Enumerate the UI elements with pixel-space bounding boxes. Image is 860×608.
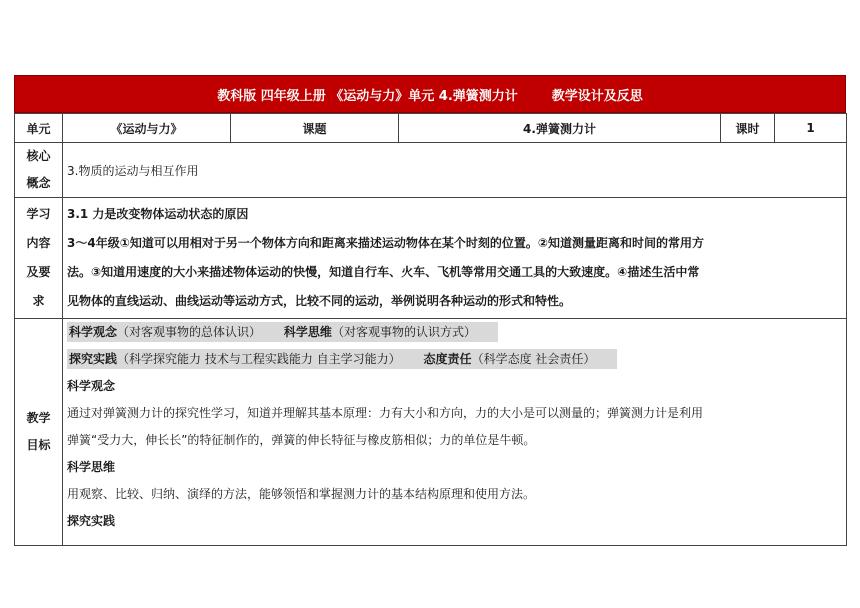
concept-line: 通过对弹簧测力计的探究性学习，知道并理解其基本原理：力有大小和方向，力的大小是可以测量的；弹簧测力计是利用 [67,406,704,420]
goals-content [63,319,847,546]
shaded-line-2 [67,346,842,373]
learning-label-line: 学习 [26,207,51,221]
shaded-block [67,349,617,369]
learning-heading: 3.1 力是改变物体运动状态的原因 [67,207,249,221]
doc-title: 教科版 四年级上册 《运动与力》单元 4.弹簧测力计 [217,88,518,104]
core-label-line: 核心 [26,149,51,163]
title-bar [14,75,846,113]
learning-label-line: 求 [32,294,45,308]
shaded-bold: 科学思维 [283,325,332,339]
topic-label: 课题 [231,114,399,143]
learning-content [63,198,847,319]
shaded-bold: 探究实践 [69,352,118,366]
topic-value: 4.弹簧测力计 [399,114,721,143]
thinking-line: 用观察、比较、归纳、演绎的方法，能够领悟和掌握测力计的基本结构原理和使用方法。 [67,487,536,501]
core-label-line: 概念 [26,176,51,190]
learning-line: 见物体的直线运动、曲线运动等运动方式，比较不同的运动，举例说明各种运动的形式和特性。 [67,294,572,308]
shaded-text: （科学态度 社会责任） [471,352,596,366]
goals-label [15,319,63,546]
hours-label: 课时 [721,114,775,143]
unit-label: 单元 [15,114,63,143]
shaded-text: （科学探究能力 技术与工程实践能力 自主学习能力） [117,352,401,366]
doc-title-suffix: 教学设计及反思 [551,88,643,104]
core-concept-label [15,143,63,198]
concept-heading: 科学观念 [67,379,116,393]
goals-label-line: 教学 [26,411,51,425]
shaded-text: （对客观事物的认识方式） [331,325,476,339]
learning-line: 3～4年级①知道可以用相对于另一个物体方向和距离来描述运动物体在某个时刻的位置。②知道测量距离和时间的常用方 [67,236,705,250]
thinking-heading: 科学思维 [67,460,116,474]
learning-label-line: 及要 [26,265,51,279]
goals-row [15,319,847,546]
learning-row [15,198,847,319]
goals-label-line: 目标 [26,438,51,452]
unit-row [15,114,847,143]
core-concept-row [15,143,847,198]
shaded-block [67,322,498,342]
hours-value: 1 [775,114,847,143]
shaded-text: （对客观事物的总体认识） [117,325,262,339]
document [14,75,846,546]
shaded-line-1 [67,319,842,346]
learning-label-line: 内容 [26,236,51,250]
practice-heading: 探究实践 [67,514,116,528]
learning-label [15,198,63,319]
unit-value: 《运动与力》 [63,114,231,143]
core-concept-content: 3.物质的运动与相互作用 [63,143,847,198]
concept-line: 弹簧“受力大，伸长长”的特征制作的，弹簧的伸长特征与橡皮筋相似；力的单位是牛顿。 [67,433,536,447]
shaded-bold: 态度责任 [423,352,472,366]
learning-line: 法。③知道用速度的大小来描述物体运动的快慢，知道自行车、火车、飞机等常用交通工具的大致速度。④描述生活中常 [67,265,700,279]
shaded-bold: 科学观念 [69,325,118,339]
lesson-table [14,113,847,546]
